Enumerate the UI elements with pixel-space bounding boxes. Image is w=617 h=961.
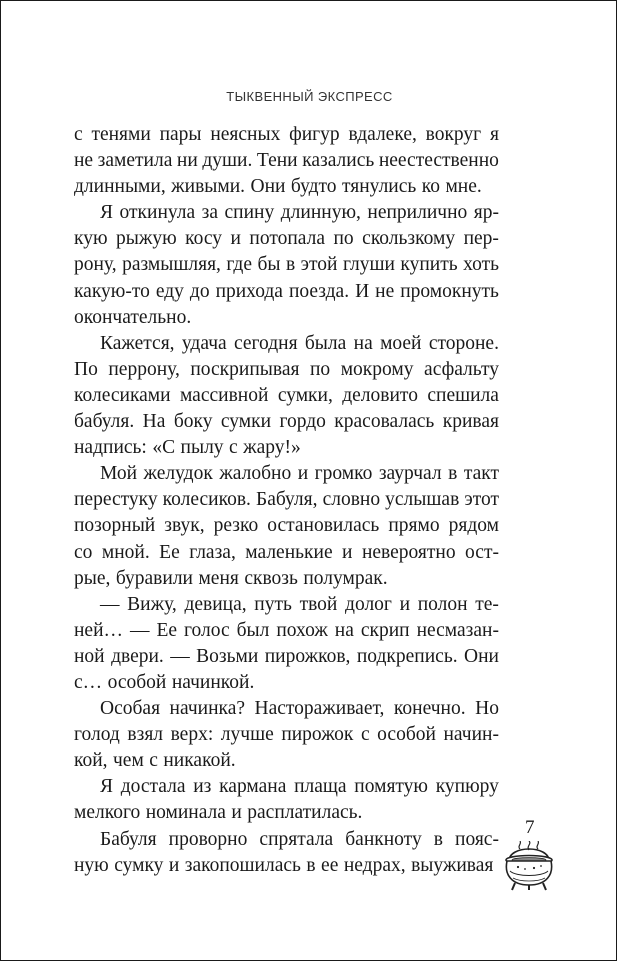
word: спину xyxy=(224,202,275,224)
word: этой xyxy=(300,254,338,276)
word: рядом xyxy=(448,515,499,537)
word: мной. xyxy=(101,541,150,563)
word: тянулись xyxy=(342,176,417,198)
word: пер- xyxy=(463,228,499,250)
word: на xyxy=(334,619,354,641)
word: по xyxy=(310,358,331,380)
word: боку xyxy=(173,411,213,433)
word: рыжую xyxy=(116,228,177,250)
word: те- xyxy=(475,593,499,615)
word: с… xyxy=(74,671,103,693)
word: — xyxy=(170,645,190,667)
word: достала xyxy=(120,776,186,798)
word: промокнуть xyxy=(400,280,499,302)
word: поезда. xyxy=(288,280,350,302)
word: глаза, xyxy=(189,541,236,563)
word: кривая xyxy=(442,411,499,433)
text-line xyxy=(74,592,499,618)
word: будто xyxy=(290,176,337,198)
word: Ее xyxy=(159,541,180,563)
text-line xyxy=(74,566,499,592)
word: невероятно xyxy=(361,541,456,563)
word: рону, xyxy=(74,254,117,276)
word: несмазан- xyxy=(416,619,499,641)
word: неприлично xyxy=(367,202,468,224)
text-line xyxy=(74,618,499,644)
word: не xyxy=(74,150,94,172)
text-line xyxy=(74,487,499,513)
word: тенями xyxy=(91,124,151,145)
word: я xyxy=(489,124,499,145)
word: яр- xyxy=(473,202,499,224)
word: ко xyxy=(421,176,440,198)
text-line xyxy=(74,774,499,800)
word: Но xyxy=(475,698,499,720)
word: глуши xyxy=(342,254,395,276)
word: остановилась xyxy=(267,515,380,537)
word: до xyxy=(189,280,210,302)
word: буравили xyxy=(115,567,193,589)
text-line xyxy=(74,174,499,200)
word: мне. xyxy=(445,176,482,198)
word: и xyxy=(231,802,242,824)
word: души. xyxy=(202,150,253,172)
word: моей xyxy=(380,332,422,354)
page-number: 7 xyxy=(525,817,535,838)
word: еду xyxy=(155,280,184,302)
word: На xyxy=(142,411,166,433)
word: купить xyxy=(400,254,458,276)
text-line xyxy=(74,748,499,774)
text-line xyxy=(74,148,499,174)
word: начинка? xyxy=(169,698,246,720)
word: живыми. xyxy=(171,176,246,198)
word: потопала xyxy=(249,228,326,250)
cauldron-icon xyxy=(500,841,558,891)
word: такт xyxy=(463,463,499,485)
word: взял xyxy=(127,724,164,746)
word: ней… xyxy=(74,619,124,641)
word: из xyxy=(193,776,212,798)
word: заурчал xyxy=(378,463,442,485)
word: никакой. xyxy=(163,750,236,772)
word: услышав xyxy=(385,489,460,511)
word: — xyxy=(130,619,150,641)
word: двери. xyxy=(111,645,164,667)
word: колесиками xyxy=(74,384,171,406)
word: был xyxy=(236,619,270,641)
word: асфальту xyxy=(424,358,499,380)
word: не xyxy=(375,280,395,302)
word: «С xyxy=(152,437,176,459)
word: особой xyxy=(107,671,167,693)
word: конечно. xyxy=(393,698,466,720)
word: бабуля. xyxy=(74,411,135,433)
text-line xyxy=(74,435,499,461)
word: звук, xyxy=(164,515,205,537)
word: ной xyxy=(74,645,105,667)
word: Они xyxy=(464,645,499,667)
word: сумку xyxy=(114,854,164,876)
word: помятую xyxy=(354,776,429,798)
word: мелкого xyxy=(74,802,141,824)
word: сумки xyxy=(220,411,272,433)
word: вокруг xyxy=(425,124,482,145)
word: лучше xyxy=(220,724,274,746)
word: начинкой. xyxy=(171,671,255,693)
word: этот xyxy=(464,489,499,511)
text-line xyxy=(74,644,499,670)
word: где xyxy=(226,254,252,276)
word: долог xyxy=(345,593,392,615)
word: казались xyxy=(302,150,375,172)
text-line xyxy=(74,383,499,409)
text-line xyxy=(74,540,499,566)
word: расплатилась. xyxy=(247,802,363,824)
word: пирожок xyxy=(281,724,354,746)
word: перрону, xyxy=(108,358,180,380)
text-line xyxy=(74,409,499,435)
word: скользкому xyxy=(362,228,456,250)
word: громко xyxy=(314,463,373,485)
word: Особая xyxy=(100,698,161,720)
word: ную xyxy=(74,854,109,876)
text-line xyxy=(74,513,499,539)
word: ни xyxy=(176,150,198,172)
word: и xyxy=(230,228,241,250)
word: верх: xyxy=(170,724,214,746)
word: Мой xyxy=(100,463,138,485)
word: прихода xyxy=(215,280,283,302)
word: маленькие xyxy=(245,541,333,563)
word: была xyxy=(304,332,347,354)
word: банкноту xyxy=(345,828,422,850)
text-line xyxy=(74,800,499,826)
word: Вижу, xyxy=(127,593,177,615)
word: Бабуля, xyxy=(256,489,318,511)
word: какую-то xyxy=(74,280,150,302)
text-line xyxy=(74,357,499,383)
word: особой xyxy=(377,724,436,746)
word: длинными, xyxy=(74,176,166,198)
word: твой xyxy=(299,593,338,615)
word: кармана xyxy=(219,776,287,798)
word: пояс- xyxy=(455,828,499,850)
word: кой, xyxy=(74,750,108,772)
text-line xyxy=(74,252,499,278)
word: И xyxy=(355,280,370,302)
word: пылу xyxy=(180,437,224,459)
word: путь xyxy=(254,593,292,615)
word: красовалась xyxy=(334,411,435,433)
text-line xyxy=(74,827,499,853)
word: жару!» xyxy=(243,437,301,459)
word: прямо xyxy=(388,515,440,537)
word: недрах, xyxy=(343,854,406,876)
word: поскрипывая xyxy=(190,358,300,380)
word: с xyxy=(229,437,238,459)
word: со xyxy=(74,541,93,563)
word: за xyxy=(201,202,219,224)
word: и xyxy=(342,541,353,563)
word: Настораживает, xyxy=(254,698,385,720)
text-line xyxy=(74,279,499,305)
word: Ее xyxy=(156,619,178,641)
word: сегодня xyxy=(233,332,298,354)
text-line xyxy=(74,853,499,879)
text-line xyxy=(74,331,499,357)
word: номинала xyxy=(145,802,226,824)
word: пирожков, xyxy=(264,645,351,667)
word: позорный xyxy=(74,515,156,537)
running-head: ТЫКВЕННЫЙ ЭКСПРЕСС xyxy=(226,89,393,104)
word: желудок xyxy=(143,463,213,485)
word: заметила xyxy=(97,150,173,172)
word: с xyxy=(149,750,158,772)
word: косу xyxy=(185,228,223,250)
word: скрип xyxy=(360,619,410,641)
word: плаща xyxy=(294,776,347,798)
body-text xyxy=(74,122,499,879)
word: кую xyxy=(74,228,108,250)
word: по xyxy=(333,228,354,250)
word: неясных xyxy=(210,124,281,145)
word: меня xyxy=(198,567,239,589)
word: гордо xyxy=(279,411,326,433)
word: жалобно xyxy=(219,463,292,485)
word: По xyxy=(74,358,98,380)
word: и xyxy=(297,463,309,485)
word: колесиков. xyxy=(162,489,251,511)
word: купюру xyxy=(435,776,499,798)
word: и xyxy=(399,593,411,615)
word: резко xyxy=(213,515,259,537)
word: Я xyxy=(100,202,114,224)
text-line xyxy=(74,122,499,148)
word: ост- xyxy=(465,541,499,563)
word: удача xyxy=(181,332,227,354)
text-line xyxy=(74,305,499,331)
word: голос xyxy=(184,619,230,641)
word: мокрому xyxy=(340,358,414,380)
word: в xyxy=(433,828,443,850)
word: фигур xyxy=(289,124,340,145)
word: стороне. xyxy=(428,332,499,354)
word: сквозь xyxy=(244,567,298,589)
word: размышляя, xyxy=(122,254,221,276)
word: в xyxy=(285,254,296,276)
text-line xyxy=(74,200,499,226)
text-line xyxy=(74,722,499,748)
word: спешила xyxy=(427,384,499,406)
word: бы xyxy=(257,254,281,276)
word: хоть xyxy=(463,254,499,276)
word: сумки, xyxy=(277,384,333,406)
word: полумрак. xyxy=(303,567,388,589)
word: словно xyxy=(322,489,381,511)
word: в xyxy=(448,463,458,485)
word: неестественно xyxy=(378,150,499,172)
word: Кажется, xyxy=(100,332,175,354)
word: спрятала xyxy=(259,828,334,850)
text-line xyxy=(74,696,499,722)
word: с xyxy=(360,724,370,746)
word: рые, xyxy=(74,567,111,589)
word: Возьми xyxy=(196,645,259,667)
word: закопошилась xyxy=(184,854,301,876)
text-line xyxy=(74,670,499,696)
text-line xyxy=(74,226,499,252)
word: выуживая xyxy=(411,854,494,876)
word: — xyxy=(100,593,120,615)
word: проворно xyxy=(168,828,248,850)
word: подкрепись. xyxy=(356,645,458,667)
word: в xyxy=(306,854,316,876)
word: на xyxy=(353,332,373,354)
word: Они xyxy=(250,176,286,198)
word: похож xyxy=(276,619,328,641)
word: длинную, xyxy=(280,202,361,224)
word: начин- xyxy=(443,724,499,746)
word: с xyxy=(74,124,83,145)
word: Тени xyxy=(256,150,298,172)
word: откинула xyxy=(119,202,196,224)
text-line xyxy=(74,461,499,487)
word: Бабуля xyxy=(100,828,157,850)
word: чем xyxy=(113,750,144,772)
word: девица, xyxy=(184,593,247,615)
word: ее xyxy=(321,854,339,876)
word: массивной xyxy=(179,384,269,406)
word: голод xyxy=(74,724,120,746)
word: перестуку xyxy=(74,489,158,511)
word: надпись: xyxy=(74,437,147,459)
word: деловито xyxy=(342,384,418,406)
word: окончательно. xyxy=(74,306,192,328)
word: вдалеке, xyxy=(348,124,417,145)
word: полон xyxy=(417,593,468,615)
word: и xyxy=(168,854,180,876)
word: Я xyxy=(100,776,114,798)
word: пары xyxy=(159,124,202,145)
